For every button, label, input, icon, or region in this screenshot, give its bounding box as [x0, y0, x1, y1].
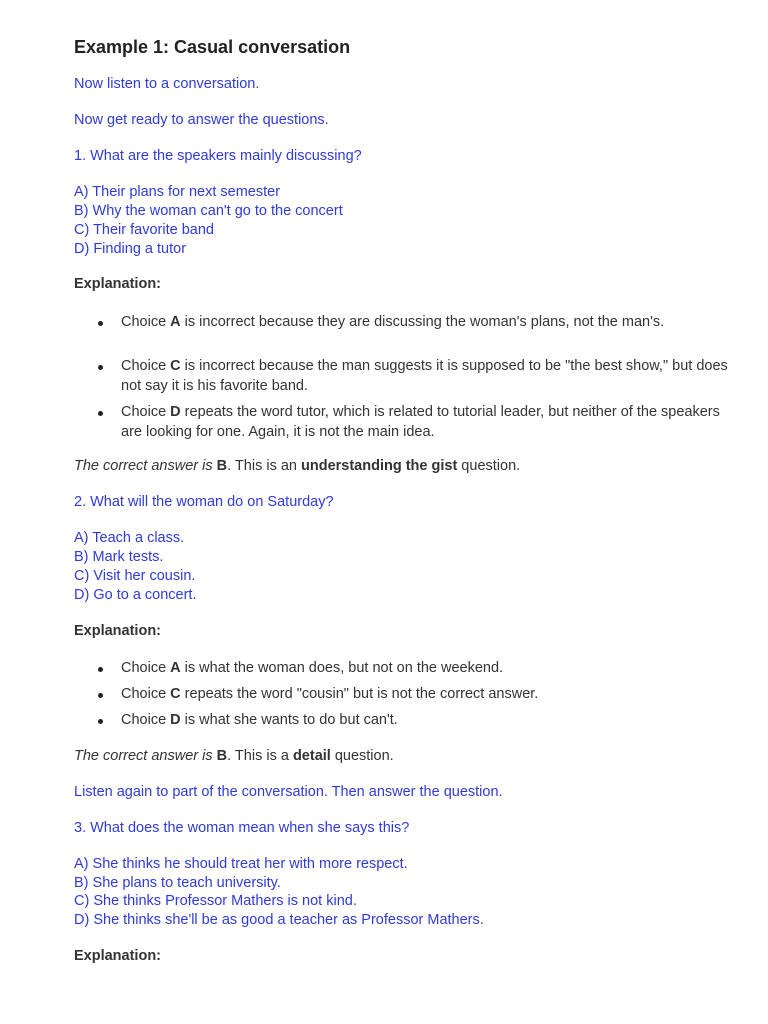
q3-option-d: D) She thinks she'll be as good a teacher as Professor Mathers. [74, 912, 484, 928]
q3-option-b: B) She plans to teach university. [74, 875, 281, 891]
q3-option-c: C) She thinks Professor Mathers is not kind. [74, 893, 357, 909]
q2-explanation-label: Explanation: [74, 623, 162, 639]
q2-option-b: B) Mark tests. [74, 549, 164, 565]
q1-option-d: D) Finding a tutor [74, 241, 187, 257]
bullet-dot [98, 411, 103, 416]
bullet-dot [98, 365, 103, 370]
q2-correct-answer: The correct answer is B. This is a detail question. [74, 748, 394, 764]
question-2: 2. What will the woman do on Saturday? [74, 494, 334, 510]
q1-correct-answer: The correct answer is B. This is an understanding the gist question. [74, 458, 521, 474]
q3-option-a: A) She thinks he should treat her with more respect. [74, 856, 408, 872]
listen-again-instruction: Listen again to part of the conversation. Then answer the question. [74, 784, 503, 800]
bullet-dot [98, 719, 103, 724]
question-1: 1. What are the speakers mainly discussing? [74, 148, 362, 164]
q2-option-a: A) Teach a class. [74, 530, 185, 546]
bullet-dot [98, 693, 103, 698]
intro-ready: Now get ready to answer the questions. [74, 112, 329, 128]
q2-option-d: D) Go to a concert. [74, 587, 197, 603]
bullet-dot [98, 667, 103, 672]
q3-explanation-label: Explanation: [74, 948, 162, 964]
q1-option-b: B) Why the woman can't go to the concert [74, 203, 343, 219]
q1-option-c: C) Their favorite band [74, 222, 214, 238]
question-3: 3. What does the woman mean when she says this? [74, 820, 410, 836]
intro-listen: Now listen to a conversation. [74, 76, 260, 92]
q1-option-a: A) Their plans for next semester [74, 184, 281, 200]
q1-explanation-label: Explanation: [74, 276, 162, 292]
bullet-dot [98, 321, 103, 326]
q2-option-c: C) Visit her cousin. [74, 568, 196, 584]
page-title: Example 1: Casual conversation [74, 37, 351, 57]
